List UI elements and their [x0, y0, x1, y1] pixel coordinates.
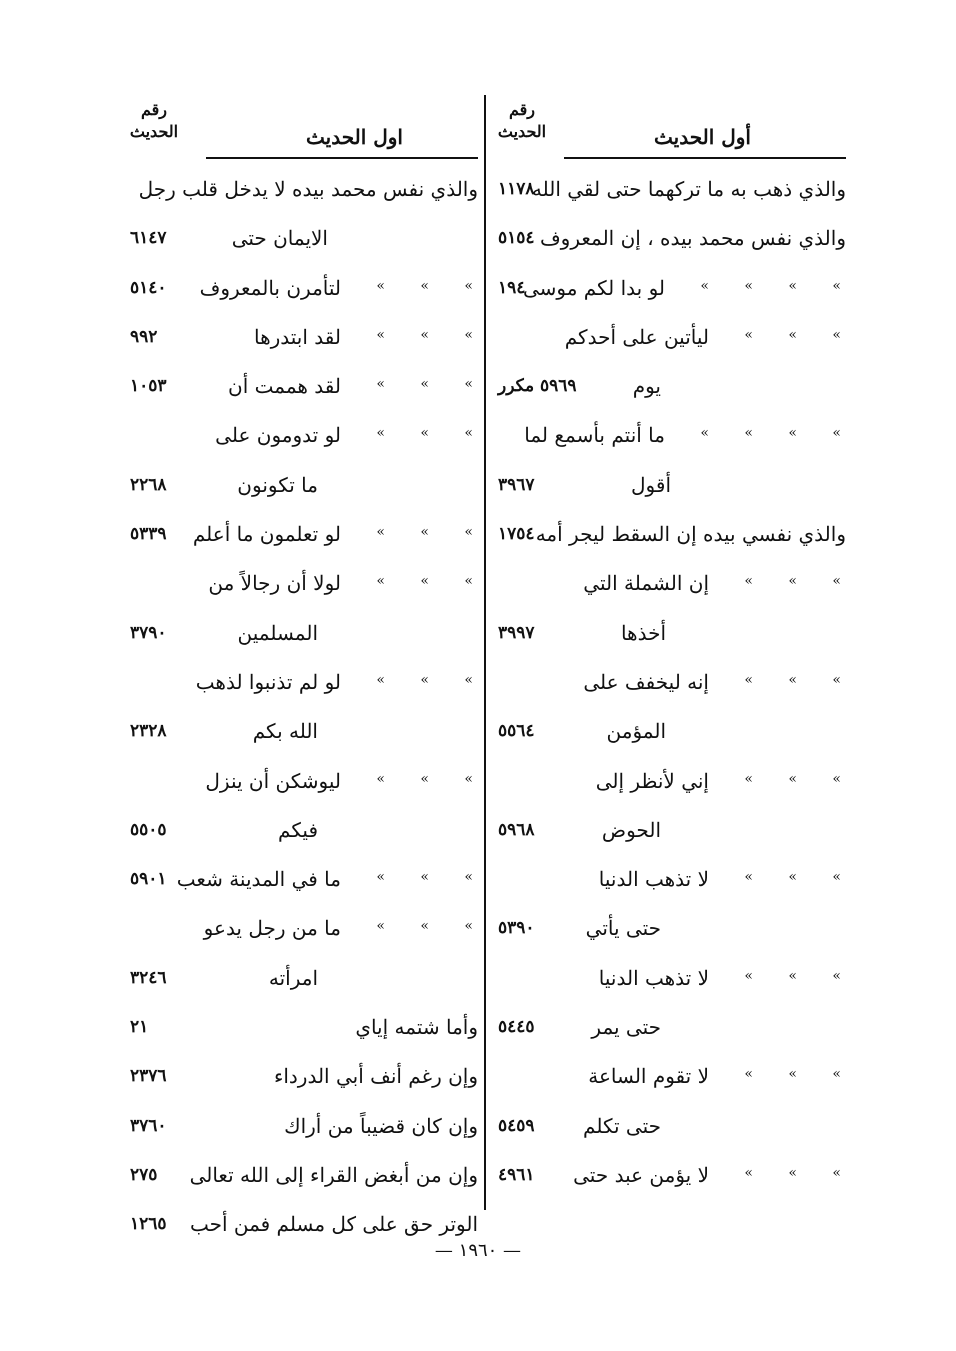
- ditto-mark: »: [744, 770, 753, 787]
- index-row: [496, 1054, 846, 1103]
- hadith-number: ٥٤٥٩: [498, 1115, 535, 1136]
- ditto-mark: »: [700, 425, 709, 442]
- index-row: [128, 463, 478, 512]
- index-row: [128, 1054, 478, 1103]
- index-row: [128, 561, 478, 610]
- hadith-number: ٥٩٦٨: [498, 819, 535, 840]
- ditto-mark: »: [376, 573, 385, 590]
- ditto-mark: »: [832, 967, 841, 984]
- ditto-mark: »: [376, 918, 385, 935]
- ditto-mark: »: [376, 770, 385, 787]
- hadith-opening: لتأمرن بالمعروف: [199, 275, 341, 300]
- index-row: [128, 413, 478, 462]
- ditto-mark: »: [464, 425, 473, 442]
- hadith-number: ٥٥٠٥: [130, 819, 167, 840]
- ditto-mark: »: [464, 918, 473, 935]
- ditto-mark: »: [464, 869, 473, 886]
- ditto-mark: »: [420, 918, 429, 935]
- hadith-number: ٥٣٩٠: [498, 918, 535, 939]
- ditto-mark: »: [464, 524, 473, 541]
- hadith-number: ٢٢٦٨: [130, 474, 167, 495]
- index-row: [128, 1104, 478, 1153]
- index-row: [496, 759, 846, 808]
- index-row: [496, 660, 846, 709]
- index-row: [496, 1005, 846, 1054]
- hadith-opening: ليأتين على أحدكم: [564, 324, 709, 349]
- index-row: [496, 315, 846, 364]
- hadith-opening: أخذها: [620, 620, 666, 645]
- ditto-mark: »: [420, 524, 429, 541]
- hadith-opening: الوتر حق على كل مسلم فمن أحب: [189, 1212, 478, 1237]
- ditto-mark: »: [464, 573, 473, 590]
- page-number: — ١٩٦٠ —: [434, 1240, 522, 1261]
- header-number-label: [128, 99, 180, 143]
- ditto-mark: »: [832, 326, 841, 343]
- hadith-opening: يوم: [632, 374, 661, 399]
- index-row: [128, 808, 478, 857]
- hadith-number: ١١٧٨: [498, 179, 535, 199]
- index-rows: [496, 167, 846, 1202]
- ditto-mark: »: [832, 425, 841, 442]
- index-row: [128, 167, 478, 216]
- hadith-opening: حتى يأتي: [585, 916, 661, 941]
- ditto-mark: »: [376, 326, 385, 343]
- ditto-mark: »: [420, 770, 429, 787]
- ditto-mark: »: [376, 425, 385, 442]
- index-row: [496, 561, 846, 610]
- index-row: [128, 709, 478, 758]
- hadith-opening: الحوض: [601, 817, 661, 842]
- hadith-number: ٥٩٦٩ مكرر: [498, 376, 577, 397]
- ditto-mark: »: [832, 573, 841, 590]
- hadith-opening: حتى تكلم: [583, 1113, 661, 1138]
- index-row: [496, 857, 846, 906]
- header-underline: [206, 157, 478, 159]
- hadith-number: ١٠٥٣: [130, 376, 167, 397]
- ditto-mark: »: [376, 277, 385, 294]
- hadith-number: ٥١٥٤: [498, 228, 535, 249]
- ditto-mark: »: [788, 1164, 797, 1181]
- index-row: [496, 611, 846, 660]
- hadith-opening: وإن من أبغض القراء إلى الله تعالى: [189, 1162, 478, 1187]
- ditto-mark: »: [420, 326, 429, 343]
- ditto-mark: »: [376, 671, 385, 688]
- hadith-opening: لقد هممت أن: [228, 374, 341, 399]
- index-row: [496, 512, 846, 561]
- header-underline: [564, 157, 846, 159]
- index-row: [128, 1005, 478, 1054]
- index-row: [128, 759, 478, 808]
- ditto-mark: »: [376, 376, 385, 393]
- header-number-label-line2: الحديث: [129, 122, 179, 141]
- ditto-mark: »: [788, 277, 797, 294]
- index-row: [128, 216, 478, 265]
- ditto-mark: »: [788, 869, 797, 886]
- ditto-mark: »: [744, 1066, 753, 1083]
- ditto-mark: »: [832, 869, 841, 886]
- index-row: [496, 1104, 846, 1153]
- index-row: [128, 611, 478, 660]
- hadith-opening: والذي نفسي بيده إن السقط ليجر أمه: [535, 522, 846, 547]
- ditto-mark: »: [376, 524, 385, 541]
- hadith-opening: ما أنتم بأسمع لما: [524, 423, 665, 448]
- ditto-mark: »: [420, 671, 429, 688]
- hadith-number: ٥٥٦٤: [498, 721, 535, 742]
- hadith-opening: إني لأنظر إلى: [595, 768, 709, 793]
- hadith-opening: حتى يمر: [591, 1015, 661, 1040]
- hadith-opening: ما تكونون: [237, 472, 318, 497]
- hadith-number: ٢١: [130, 1017, 149, 1038]
- hadith-opening: لا تذهب الدنيا: [598, 867, 709, 892]
- ditto-mark: »: [832, 770, 841, 787]
- hadith-opening: ما في المدينة شعب: [176, 867, 341, 892]
- hadith-number: ٣٩٩٧: [498, 622, 535, 643]
- hadith-number: ١٧٥٤: [498, 524, 535, 545]
- ditto-mark: »: [420, 573, 429, 590]
- hadith-number: ٥٣٣٩: [130, 524, 167, 545]
- index-row: [496, 266, 846, 315]
- index-row: [496, 956, 846, 1005]
- index-row: [496, 216, 846, 265]
- ditto-mark: »: [744, 277, 753, 294]
- hadith-opening: لقد ابتدرها: [253, 324, 341, 349]
- index-row: [128, 315, 478, 364]
- index-row: [496, 1153, 846, 1202]
- ditto-mark: »: [744, 573, 753, 590]
- header-number-label-line2: الحديث: [497, 122, 547, 141]
- index-row: [128, 956, 478, 1005]
- header-title: أول الحديث: [654, 125, 751, 149]
- ditto-mark: »: [420, 376, 429, 393]
- hadith-opening: والذي ذهب به ما تركهما حتى لقي الله: [531, 177, 846, 201]
- hadith-opening: لو لم تذنبوا لذهب: [195, 669, 341, 694]
- ditto-mark: »: [832, 671, 841, 688]
- hadith-number: ٢٧٥: [130, 1164, 158, 1185]
- hadith-number: ٥٩٠١: [130, 869, 167, 890]
- hadith-number: ٥١٤٠: [130, 277, 167, 298]
- index-row: [496, 167, 846, 216]
- hadith-opening: فيكم: [278, 817, 318, 842]
- column-header: [496, 95, 846, 167]
- hadith-number: ٩٩٢: [130, 326, 158, 347]
- hadith-opening: والذي نفس محمد بيده ، إن المعروف: [539, 226, 846, 251]
- hadith-opening: المسلمين: [237, 620, 318, 645]
- index-row: [496, 413, 846, 462]
- ditto-mark: »: [464, 770, 473, 787]
- index-row: [128, 266, 478, 315]
- hadith-opening: لو تعلمون ما أعلم: [192, 522, 341, 547]
- ditto-mark: »: [788, 425, 797, 442]
- index-rows: [128, 167, 478, 1252]
- index-row: [128, 1153, 478, 1202]
- ditto-mark: »: [744, 869, 753, 886]
- hadith-opening: المؤمن: [606, 719, 666, 744]
- index-row: [128, 364, 478, 413]
- hadith-number: ٥٤٤٥: [498, 1017, 535, 1038]
- index-row: [496, 364, 846, 413]
- ditto-mark: »: [420, 425, 429, 442]
- ditto-mark: »: [832, 1066, 841, 1083]
- index-row: [128, 512, 478, 561]
- index-row: [128, 857, 478, 906]
- ditto-mark: »: [832, 1164, 841, 1181]
- ditto-mark: »: [744, 967, 753, 984]
- hadith-opening: أقول: [631, 472, 671, 497]
- ditto-mark: »: [464, 671, 473, 688]
- column-header: [128, 95, 478, 167]
- hadith-number: ٣٧٦٠: [130, 1115, 167, 1136]
- ditto-mark: »: [788, 1066, 797, 1083]
- ditto-mark: »: [464, 277, 473, 294]
- hadith-opening: لا تقوم الساعة: [588, 1064, 709, 1089]
- hadith-number: ٢٣٧٦: [130, 1066, 167, 1087]
- hadith-opening: وأما شتمه إياي: [355, 1015, 478, 1040]
- index-row: [128, 906, 478, 955]
- ditto-mark: »: [376, 869, 385, 886]
- hadith-opening: إنه ليخفف على: [583, 669, 709, 694]
- ditto-mark: »: [700, 277, 709, 294]
- ditto-mark: »: [744, 671, 753, 688]
- ditto-mark: »: [744, 326, 753, 343]
- ditto-mark: »: [788, 671, 797, 688]
- index-row: [496, 709, 846, 758]
- ditto-mark: »: [788, 770, 797, 787]
- hadith-number: ٦١٤٧: [130, 228, 167, 249]
- hadith-opening: ما من رجل يدعو: [203, 916, 341, 941]
- hadith-number: ٣٧٩٠: [130, 622, 167, 643]
- ditto-mark: »: [788, 573, 797, 590]
- hadith-number: ٣٢٤٦: [130, 967, 167, 988]
- hadith-number: ٤٩٦١: [498, 1164, 535, 1185]
- ditto-mark: »: [420, 277, 429, 294]
- hadith-opening: لو تدومون على: [215, 423, 341, 448]
- ditto-mark: »: [464, 376, 473, 393]
- hadith-opening: والذي نفس محمد بيده لا يدخل قلب رجل: [138, 177, 478, 201]
- hadith-opening: وإن كان قضيباً من أراك: [284, 1113, 478, 1138]
- index-row: [128, 660, 478, 709]
- hadith-number: ٢٣٢٨: [130, 721, 167, 742]
- index-row: [496, 808, 846, 857]
- ditto-mark: »: [744, 1164, 753, 1181]
- hadith-opening: وإن رغم أنف أبي الدرداء: [273, 1064, 478, 1089]
- column-divider: [484, 95, 486, 1210]
- hadith-number: ١٩٤: [498, 277, 526, 298]
- hadith-opening: ليوشكن أن ينزل: [205, 768, 341, 793]
- index-row: [496, 906, 846, 955]
- ditto-mark: »: [788, 967, 797, 984]
- right-column: [496, 95, 846, 1202]
- index-row: [496, 463, 846, 512]
- ditto-mark: »: [744, 425, 753, 442]
- ditto-mark: »: [832, 277, 841, 294]
- hadith-opening: لا يؤمن عبد حتى: [573, 1162, 709, 1187]
- header-title: اول الحديث: [306, 125, 403, 149]
- ditto-mark: »: [464, 326, 473, 343]
- hadith-opening: لو بدا لكم موسى: [522, 275, 665, 300]
- header-number-label-line1: رقم: [140, 100, 168, 119]
- hadith-opening: الله بكم: [252, 719, 318, 744]
- left-column: [128, 95, 478, 1252]
- hadith-number: ٣٩٦٧: [498, 474, 535, 495]
- hadith-number: ١٢٦٥: [130, 1214, 167, 1235]
- header-number-label: [496, 99, 548, 143]
- ditto-mark: »: [420, 869, 429, 886]
- hadith-opening: لولا أن رجالاً من: [208, 571, 341, 596]
- hadith-opening: لا تذهب الدنيا: [598, 965, 709, 990]
- hadith-opening: امرأته: [268, 965, 318, 990]
- header-number-label-line1: رقم: [508, 100, 536, 119]
- hadith-opening: إن الشملة التي: [583, 571, 709, 596]
- ditto-mark: »: [788, 326, 797, 343]
- hadith-opening: الايمان حتى: [231, 226, 328, 251]
